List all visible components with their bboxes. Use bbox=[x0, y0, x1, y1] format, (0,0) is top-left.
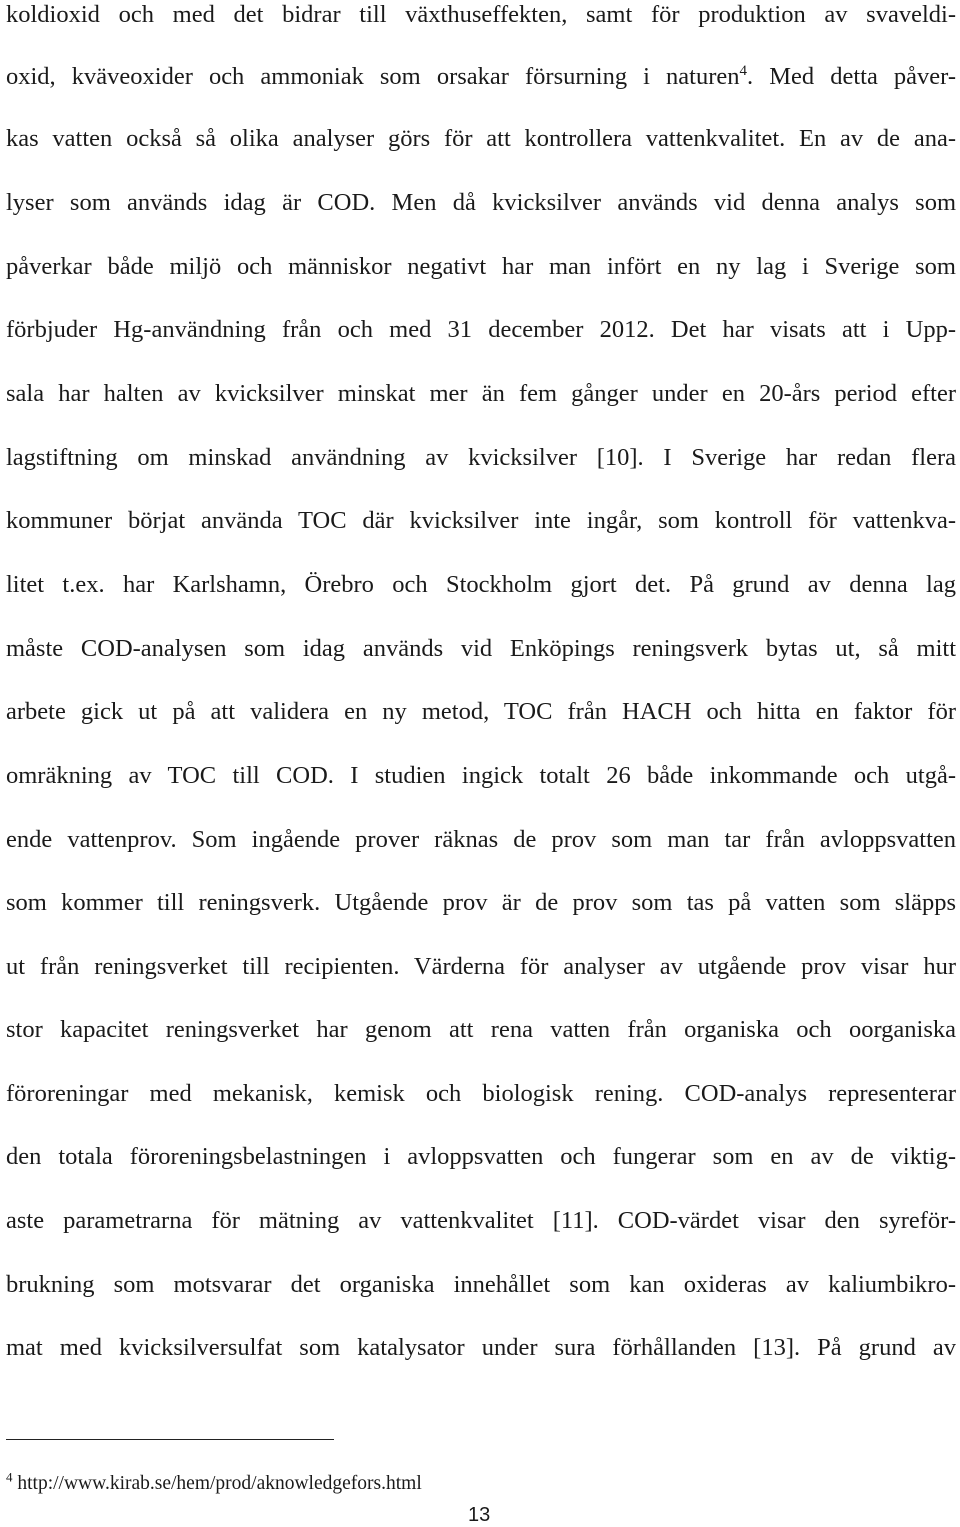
text-line-start: oxid, kväveoxider och ammoniak som orsakar försurning i naturen bbox=[6, 63, 740, 90]
text-line: mat med kvicksilversulfat som katalysator under sura förhållanden [13]. På grund av bbox=[6, 1334, 956, 1361]
text-line: omräkning av TOC till COD. I studien ingick totalt 26 både inkommande och utgå- bbox=[6, 762, 956, 789]
text-line: kas vatten också så olika analyser görs för att kontrollera vattenkvalitet. En av de ana- bbox=[6, 125, 956, 152]
text-line: föroreningar med mekanisk, kemisk och biologisk rening. COD-analys representerar bbox=[6, 1080, 956, 1107]
text-line: förbjuder Hg-användning från och med 31 december 2012. Det har visats att i Upp- bbox=[6, 316, 956, 343]
footnote-reference: 4 bbox=[739, 62, 748, 79]
text-line: aste parametrarna för mätning av vattenkvalitet [11]. COD-värdet visar den syreför- bbox=[6, 1207, 956, 1234]
text-line: stor kapacitet reningsverket har genom att rena vatten från organiska och oorganiska bbox=[6, 1016, 956, 1043]
text-line: lyser som används idag är COD. Men då kvicksilver används vid denna analys som bbox=[6, 189, 956, 216]
text-line: ut från reningsverket till recipienten. Värderna för analyser av utgående prov visar hur bbox=[6, 953, 956, 980]
text-line: den totala föroreningsbelastningen i avloppsvatten och fungerar som en av de viktig- bbox=[6, 1143, 956, 1170]
text-line: kommuner börjat använda TOC där kvicksilver inte ingår, som kontroll för vattenkva- bbox=[6, 507, 956, 534]
footnote-link[interactable]: http://www.kirab.se/hem/prod/aknowledgefors.html bbox=[12, 1473, 422, 1494]
text-line: litet t.ex. har Karlshamn, Örebro och Stockholm gjort det. På grund av denna lag bbox=[6, 571, 956, 598]
text-line: ende vattenprov. Som ingående prover räknas de prov som man tar från avloppsvatten bbox=[6, 826, 956, 853]
text-line: brukning som motsvarar det organiska innehållet som kan oxideras av kaliumbikro- bbox=[6, 1271, 956, 1298]
text-line: lagstiftning om minskad användning av kvicksilver [10]. I Sverige har redan flera bbox=[6, 444, 956, 471]
text-line: som kommer till reningsverk. Utgående prov är de prov som tas på vatten som släpps bbox=[6, 889, 956, 916]
text-line bbox=[6, 62, 956, 92]
text-line: koldioxid och med det bidrar till växthuseffekten, samt för produktion av svaveldi- bbox=[6, 1, 956, 28]
text-line: påverkar både miljö och människor negativt har man infört en ny lag i Sverige som bbox=[6, 253, 956, 280]
footnote-separator bbox=[6, 1439, 334, 1440]
footnote-marker: 4 bbox=[6, 1469, 13, 1485]
footnote bbox=[6, 1469, 422, 1496]
page-number: 13 bbox=[468, 1504, 491, 1526]
text-line: arbete gick ut på att validera en ny metod, TOC från HACH och hitta en faktor för bbox=[6, 698, 956, 725]
text-line-end: . Med detta påver- bbox=[747, 63, 956, 90]
text-line: sala har halten av kvicksilver minskat mer än fem gånger under en 20-års period efter bbox=[6, 380, 956, 407]
text-line: måste COD-analysen som idag används vid Enköpings reningsverk bytas ut, så mitt bbox=[6, 635, 956, 662]
